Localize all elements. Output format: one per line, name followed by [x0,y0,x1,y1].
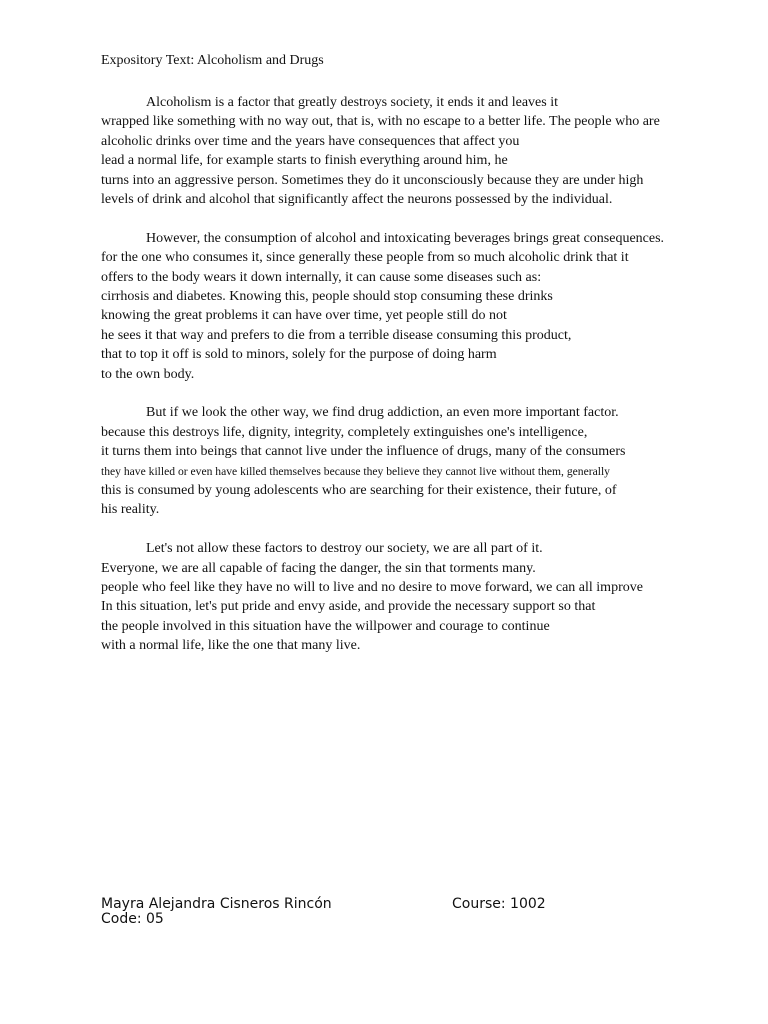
text-line: that to top it off is sold to minors, solely for the purpose of doing harm [101,347,497,363]
text-line: turns into an aggressive person. Sometimes they do it unconsciously because they are under high [101,172,644,188]
text-line: they have killed or even have killed themselves because they believe they cannot live without them, generally [101,464,610,478]
text-line: However, the consumption of alcohol and intoxicating beverages brings great consequences. [146,230,665,246]
text-line: knowing the great problems it can have over time, yet people still do not [101,308,507,324]
document-footer [101,897,661,927]
document-body [101,93,721,675]
text-line: cirrhosis and diabetes. Knowing this, people should stop consuming these drinks [101,289,553,305]
paragraph-3 [101,403,721,519]
text-line: levels of drink and alcohol that significantly affect the neurons possessed by the individual. [101,191,613,207]
text-line: Alcoholism is a factor that greatly destroys society, it ends it and leaves it [146,95,558,110]
text-line: the people involved in this situation have the willpower and courage to continue [101,618,550,634]
text-line: with a normal life, like the one that many live. [101,638,361,654]
paragraph-1 [101,93,721,209]
text-line: for the one who consumes it, since generally these people from so much alcoholic drink that it [101,250,629,266]
text-line: lead a normal life, for example starts to finish everything around him, he [101,153,508,169]
course-number: Course: 1002 [452,896,546,912]
author-name: Mayra Alejandra Cisneros Rincón [101,896,332,912]
text-line: it turns them into beings that cannot live under the influence of drugs, many of the consumers [101,444,626,460]
text-line: wrapped like something with no way out, that is, with no escape to a better life. The people who are [101,114,660,130]
text-line: he sees it that way and prefers to die from a terrible disease consuming this product, [101,327,572,343]
student-code: Code: 05 [101,911,164,927]
text-line: because this destroys life, dignity, integrity, completely extinguishes one's intelligence, [101,424,588,440]
text-line: Let's not allow these factors to destroy our society, we are all part of it. [146,541,543,557]
footer-row-1 [101,897,661,912]
text-line: his reality. [101,502,160,518]
text-line: people who feel like they have no will to live and no desire to move forward, we can all improve [101,580,643,596]
text-line: to the own body. [101,366,195,382]
text-line: But if we look the other way, we find drug addiction, an even more important factor. [146,405,619,421]
document-title: Expository Text: Alcoholism and Drugs [101,53,324,68]
paragraph-4 [101,539,721,655]
text-line: offers to the body wears it down internally, it can cause some diseases such as: [101,269,542,285]
paragraph-2 [101,229,721,384]
text-line: In this situation, let's put pride and envy aside, and provide the necessary support so that [101,599,596,615]
text-line: Everyone, we are all capable of facing the danger, the sin that torments many. [101,560,536,576]
text-line: this is consumed by young adolescents who are searching for their existence, their future, of [101,483,617,499]
text-line: alcoholic drinks over time and the years have consequences that affect you [101,133,520,149]
